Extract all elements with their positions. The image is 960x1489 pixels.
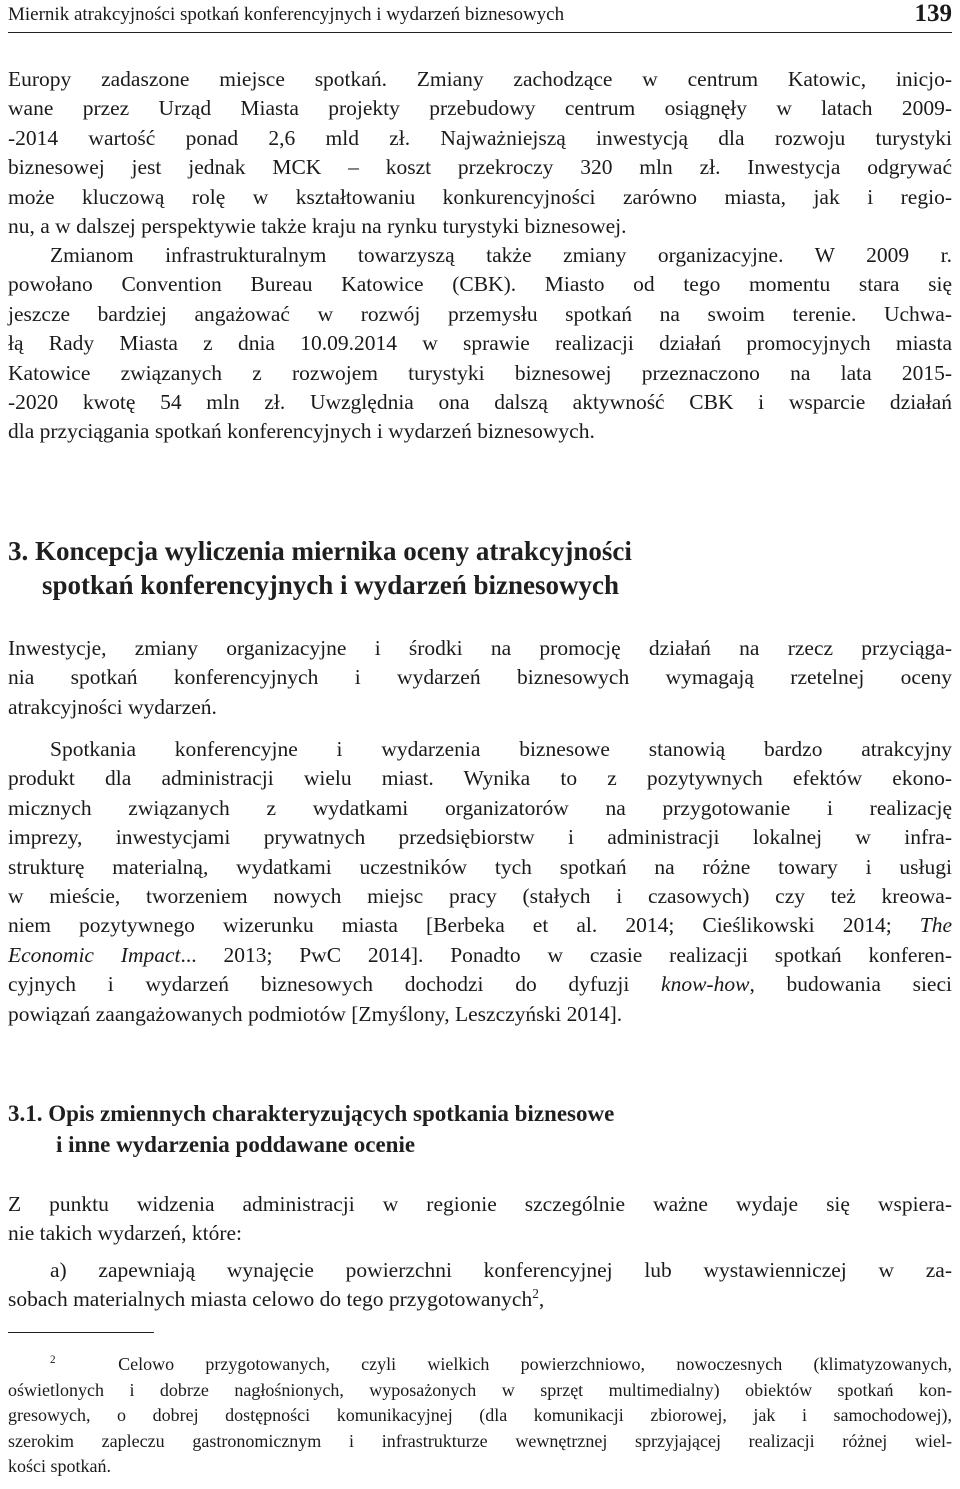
section-number: 3.1.	[8, 1101, 43, 1126]
text-line: nie takich wydarzeń, które:	[8, 1221, 243, 1246]
text-run: ... 2013; PwC 2014]. Ponadto w czasie realizacji spotkań konferen-	[180, 942, 953, 967]
text-line: jeszcze bardziej angażować w rozwój przemysłu spotkań na swoim terenie. Uchwa-	[8, 301, 952, 326]
text-line: kości spotkań.	[8, 1456, 111, 1477]
running-title: Miernik atrakcyjności spotkań konferencyjnych i wydarzeń biznesowych	[8, 4, 565, 25]
section-title-line-2: i inne wydarzenia poddawane ocenie	[56, 1132, 416, 1157]
section-3-heading	[8, 534, 952, 602]
text-line	[8, 911, 952, 940]
text-line: Europy zadaszone miejsce spotkań. Zmiany zachodzące w centrum Katowic, inicjo-	[8, 67, 952, 91]
footnote-marker: 2	[50, 1354, 56, 1366]
text-line: produkt dla administracji wielu miast. Wynika to z pozytywnych efektów ekono-	[8, 766, 952, 791]
text-line: powiązań zaangażowanych podmiotów [Zmyślony, Leszczyński 2014].	[8, 1001, 623, 1026]
running-header	[8, 0, 952, 33]
italic-term: know-how	[661, 972, 750, 997]
text-line: a) zapewniają wynajęcie powierzchni konferencyjnej lub wystawienniczej w za-	[50, 1258, 952, 1282]
text-line: łą Rady Miasta z dnia 10.09.2014 w sprawie realizacji działań promocyjnych miasta	[8, 331, 952, 356]
text-line: Spotkania konferencyjne i wydarzenia biznesowe stanowią bardzo atrakcyjny	[50, 737, 952, 761]
page-number: 139	[914, 0, 952, 27]
text-line: biznesowej jest jednak MCK – koszt przekroczy 320 mln zł. Inwestycja odgrywać	[8, 155, 952, 180]
text-line	[8, 970, 952, 999]
text-line: w mieście, tworzeniem nowych miejsc pracy (stałych i czasowych) czy też kreowa-	[8, 884, 952, 909]
footnote-reference[interactable]: 2	[532, 1286, 539, 1302]
paragraph-intro	[8, 634, 952, 722]
text-line: Zmianom infrastrukturalnym towarzyszą także zmiany organizacyjne. W 2009 r.	[50, 243, 952, 267]
text-run: sobach materialnych miasta celowo do tego przygotowanych	[8, 1287, 533, 1312]
footnote-2	[8, 1352, 952, 1480]
section-title-line-1: Opis zmiennych charakteryzujących spotkania biznesowe	[48, 1101, 615, 1126]
italic-citation: Economic Impact	[8, 942, 181, 967]
text-line: oświetlonych i dobrze nagłośnionych, wyposażonych w sprzęt multimedialny) obiektów spotkań kon-	[8, 1379, 952, 1400]
text-line: micznych związanych z wydatkami organizatorów na przygotowanie i realizację	[8, 795, 952, 820]
text-run: cyjnych i wydarzeń biznesowych dochodzi do dyfuzji	[8, 972, 662, 997]
text-run: ,	[538, 1287, 545, 1312]
text-line: gresowych, o dobrej dostępności komunikacyjnej (dla komunikacji zbiorowej, jak i samochodowej),	[8, 1405, 952, 1426]
text-line: szerokim zapleczu gastronomicznym i infrastrukturze wewnętrznej sprzyjającej realizacji różnej wiel-	[8, 1430, 952, 1451]
text-line: Katowice związanych z rozwojem turystyki biznesowej przeznaczono na lata 2015-	[8, 360, 952, 385]
text-line: może kluczową rolę w kształtowaniu konkurencyjności zarówno miasta, jak i regio-	[8, 184, 952, 209]
text-line	[8, 1285, 952, 1314]
section-3-1-heading	[8, 1098, 952, 1160]
text-line: wane przez Urząd Miasta projekty przebudowy centrum osiągnęły w latach 2009-	[8, 96, 952, 121]
text-line	[8, 941, 952, 970]
section-number: 3.	[8, 536, 29, 566]
text-run: , budowania sieci	[749, 972, 952, 997]
text-line: Inwestycje, zmiany organizacyjne i środki na promocję działań na rzecz przyciąga-	[8, 636, 952, 660]
text-line: imprezy, inwestycjami prywatnych przedsiębiorstw i administracji lokalnej w infra-	[8, 825, 952, 850]
text-line: dla przyciągania spotkań konferencyjnych i wydarzeń biznesowych.	[8, 419, 595, 444]
section-title-line-2: spotkań konferencyjnych i wydarzeń biznesowych	[42, 570, 620, 600]
text-line: Z punktu widzenia administracji w regionie szczególnie ważne wydaje się wspiera-	[8, 1192, 952, 1216]
paragraph-economic-effects	[8, 735, 952, 1029]
italic-citation: The	[919, 913, 952, 938]
text-line: nu, a w dalszej perspektywie także kraju na rynku turystyki biznesowej.	[8, 214, 627, 239]
text-run: niem pozytywnego wizerunku miasta [Berbeka et al. 2014; Cieślikowski 2014;	[8, 913, 920, 938]
paragraph-convention-bureau	[8, 241, 952, 447]
list-item-a	[8, 1256, 952, 1315]
text-line: nia spotkań konferencyjnych i wydarzeń biznesowych wymagają rzetelnej oceny	[8, 665, 952, 690]
footnote-divider	[8, 1332, 154, 1333]
paragraph-region-support	[8, 1190, 952, 1249]
section-title-line-1: Koncepcja wyliczenia miernika oceny atrakcyjności	[35, 536, 632, 566]
text-run: Celowo przygotowanych, czyli wielkich powierzchniowo, nowoczesnych (klimatyzowanych,	[118, 1354, 952, 1374]
text-line: powołano Convention Bureau Katowice (CBK). Miasto od tego momentu stara się	[8, 272, 952, 297]
text-line: atrakcyjności wydarzeń.	[8, 694, 217, 719]
text-line: -2020 kwotę 54 mln zł. Uwzględnia ona dalszą aktywność CBK i wsparcie działań	[8, 390, 952, 415]
text-line: strukturę materialną, wydatkami uczestników tych spotkań na różne towary i usługi	[8, 854, 952, 879]
text-line	[8, 1352, 952, 1378]
paragraph-katowice-investments	[8, 65, 952, 241]
text-line: -2014 wartość ponad 2,6 mld zł. Najważniejszą inwestycją dla rozwoju turystyki	[8, 125, 952, 150]
